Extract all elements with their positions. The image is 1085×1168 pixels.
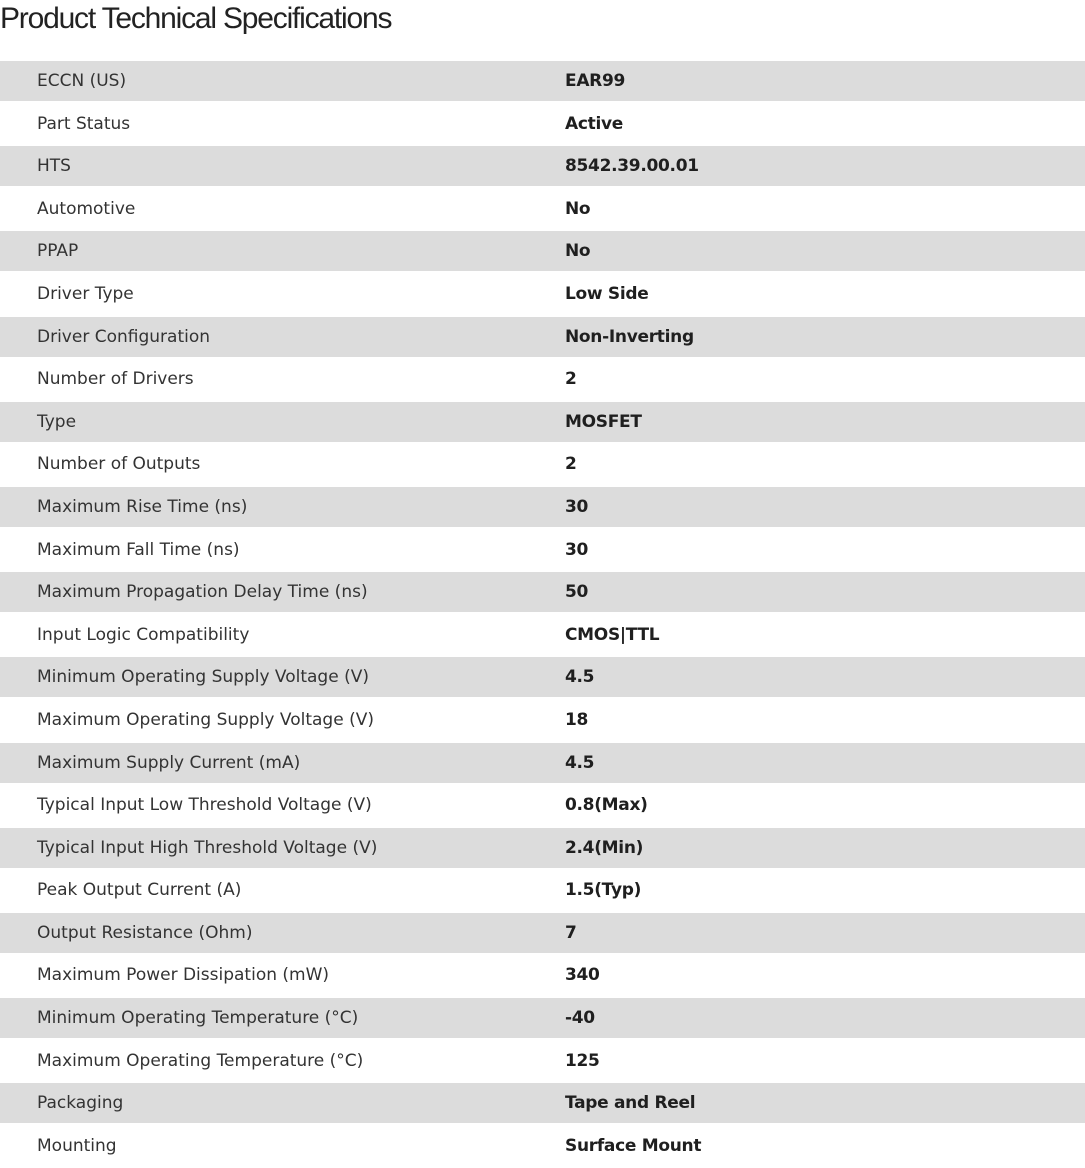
spec-row — [0, 785, 1085, 825]
spec-value: 125 — [565, 1050, 600, 1071]
spec-value: 30 — [565, 496, 589, 517]
spec-value: CMOS|TTL — [565, 624, 660, 645]
spec-row — [0, 870, 1085, 910]
spec-value: No — [565, 198, 591, 219]
spec-value: EAR99 — [565, 71, 626, 91]
spec-row — [0, 998, 1085, 1038]
spec-label: Maximum Power Dissipation (mW) — [37, 965, 330, 986]
spec-row — [0, 359, 1085, 399]
spec-label: Packaging — [37, 1093, 124, 1114]
spec-row — [0, 274, 1085, 314]
spec-table — [0, 61, 1085, 1168]
spec-label: ECCN (US) — [37, 71, 127, 91]
spec-value: Low Side — [565, 283, 649, 304]
spec-label: Mounting — [37, 1135, 117, 1156]
spec-value: 8542.39.00.01 — [565, 156, 699, 177]
spec-label: Number of Outputs — [37, 454, 201, 475]
spec-row — [0, 104, 1085, 144]
spec-row — [0, 317, 1085, 357]
spec-row — [0, 657, 1085, 697]
spec-row — [0, 189, 1085, 229]
spec-row — [0, 572, 1085, 612]
spec-row — [0, 402, 1085, 442]
spec-value: 2 — [565, 369, 577, 390]
spec-label: Maximum Propagation Delay Time (ns) — [37, 582, 368, 603]
spec-row — [0, 61, 1085, 101]
spec-row — [0, 1041, 1085, 1081]
page-title: Product Technical Specifications — [0, 2, 392, 35]
spec-row — [0, 444, 1085, 484]
spec-row — [0, 955, 1085, 995]
spec-label: Maximum Fall Time (ns) — [37, 539, 240, 560]
spec-label: Maximum Operating Supply Voltage (V) — [37, 709, 374, 730]
spec-label: Number of Drivers — [37, 369, 194, 390]
spec-label: Input Logic Compatibility — [37, 624, 250, 645]
spec-label: Maximum Operating Temperature (°C) — [37, 1050, 364, 1071]
spec-row — [0, 146, 1085, 186]
spec-label: Maximum Rise Time (ns) — [37, 496, 248, 517]
spec-value: Surface Mount — [565, 1135, 702, 1156]
spec-value: 2 — [565, 454, 577, 475]
spec-value: MOSFET — [565, 411, 642, 432]
spec-label: Typical Input High Threshold Voltage (V) — [37, 837, 378, 858]
spec-label: Peak Output Current (A) — [37, 880, 242, 901]
spec-label: Driver Configuration — [37, 326, 211, 347]
spec-value: 2.4(Min) — [565, 837, 644, 858]
spec-value: 30 — [565, 539, 589, 560]
spec-label: Driver Type — [37, 283, 134, 304]
spec-value: 18 — [565, 709, 589, 730]
spec-label: HTS — [37, 156, 71, 177]
spec-value: 0.8(Max) — [565, 795, 648, 816]
spec-label: Automotive — [37, 198, 136, 219]
spec-value: 7 — [565, 922, 577, 943]
spec-label: Minimum Operating Temperature (°C) — [37, 1008, 359, 1029]
spec-row — [0, 1126, 1085, 1166]
spec-row — [0, 487, 1085, 527]
spec-label: Part Status — [37, 113, 131, 134]
spec-value: 4.5 — [565, 752, 595, 773]
spec-row — [0, 828, 1085, 868]
spec-value: 340 — [565, 965, 600, 986]
spec-row — [0, 615, 1085, 655]
spec-row — [0, 231, 1085, 271]
spec-row — [0, 913, 1085, 953]
spec-row — [0, 1083, 1085, 1123]
spec-row — [0, 530, 1085, 570]
spec-value: -40 — [565, 1008, 595, 1029]
spec-value: Tape and Reel — [565, 1093, 696, 1114]
spec-value: 1.5(Typ) — [565, 880, 642, 901]
spec-label: Maximum Supply Current (mA) — [37, 752, 301, 773]
spec-label: Typical Input Low Threshold Voltage (V) — [37, 795, 372, 816]
spec-value: 4.5 — [565, 667, 595, 688]
spec-row — [0, 743, 1085, 783]
spec-value: Active — [565, 113, 623, 134]
spec-value: No — [565, 241, 591, 262]
spec-label: Output Resistance (Ohm) — [37, 922, 253, 943]
spec-label: Type — [37, 411, 77, 432]
spec-value: 50 — [565, 582, 589, 603]
spec-value: Non-Inverting — [565, 326, 694, 347]
spec-label: PPAP — [37, 241, 79, 262]
spec-label: Minimum Operating Supply Voltage (V) — [37, 667, 369, 688]
spec-row — [0, 700, 1085, 740]
